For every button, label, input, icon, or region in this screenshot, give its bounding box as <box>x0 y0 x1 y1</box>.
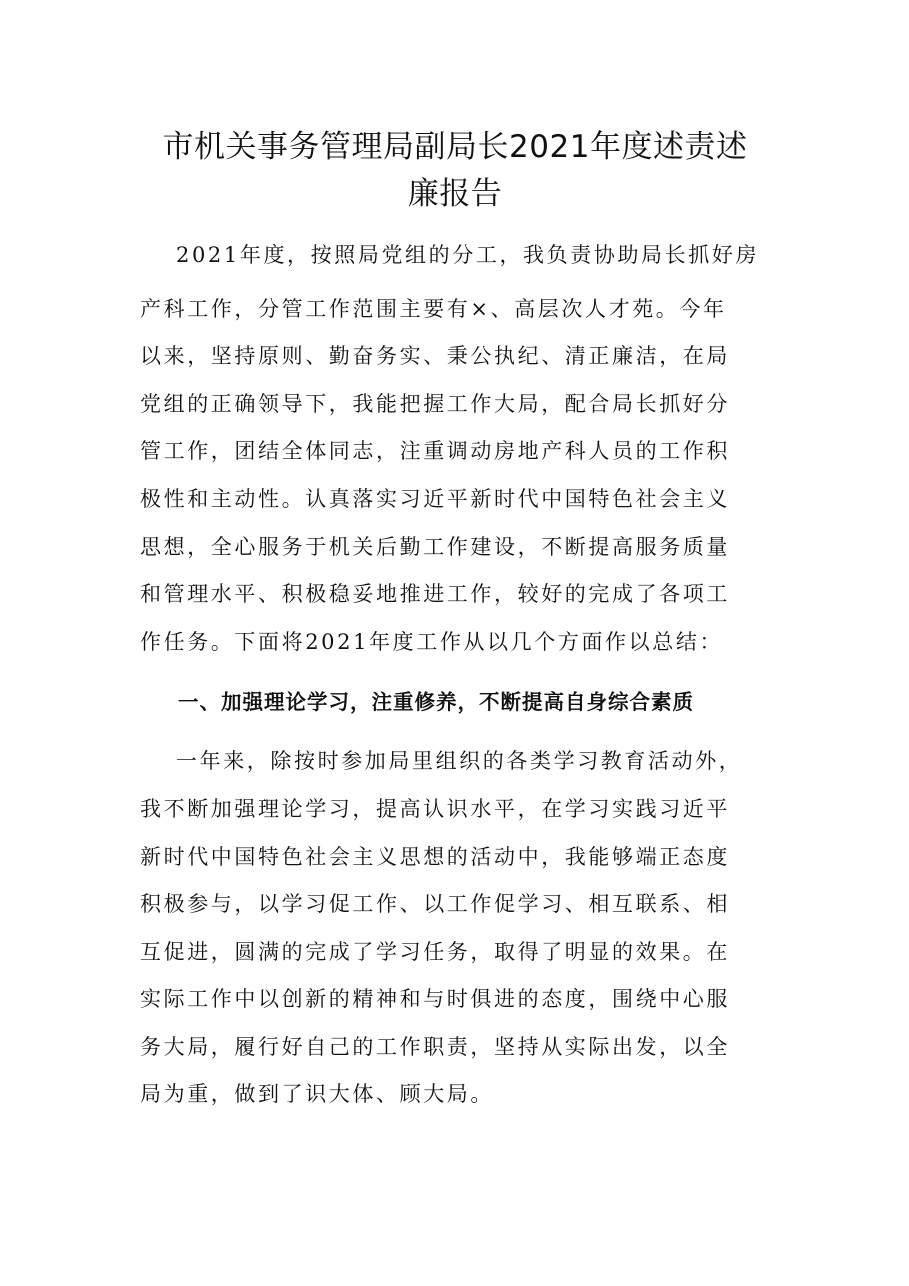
section-heading: 一、加强理论学习，注重修养，不断提高自身综合素质 <box>178 690 694 714</box>
section-body-line: 实际工作中以创新的精神和与时俱进的态度，围绕中心服 <box>140 987 730 1011</box>
section-body-line: 局为重，做到了识大体、顾大局。 <box>140 1082 494 1106</box>
title-line-2: 廉报告 <box>407 176 503 212</box>
document-title <box>130 124 780 218</box>
section-body-line: 新时代中国特色社会主义思想的活动中，我能够端正态度 <box>140 845 730 869</box>
section-body-line: 我不断加强理论学习，提高认识水平，在学习实践习近平 <box>140 797 730 821</box>
intro-line: 2021年度，按照局党组的分工，我负责协助局长抓好房 <box>176 243 760 267</box>
title-line-1: 市机关事务管理局副局长2021年度述责述 <box>162 129 748 165</box>
intro-line: 党组的正确领导下，我能把握工作大局，配合局长抓好分 <box>140 392 730 416</box>
intro-line: 管工作，团结全体同志，注重调动房地产科人员的工作积 <box>140 439 730 463</box>
section-body-line: 互促进，圆满的完成了学习任务，取得了明显的效果。在 <box>140 940 730 964</box>
section-body-line: 一年来，除按时参加局里组织的各类学习教育活动外， <box>176 749 743 773</box>
section-body-line: 积极参与，以学习促工作、以工作促学习、相互联系、相 <box>140 892 730 916</box>
intro-line: 作任务。下面将2021年度工作从以几个方面作以总结： <box>140 630 724 654</box>
intro-line: 和管理水平、积极稳妥地推进工作，较好的完成了各项工 <box>140 582 730 606</box>
intro-line: 以来，坚持原则、勤奋务实、秉公执纪、清正廉洁，在局 <box>140 344 730 368</box>
intro-line: 极性和主动性。认真落实习近平新时代中国特色社会主义 <box>140 487 730 511</box>
section-body-line: 务大局，履行好自己的工作职责，坚持从实际出发，以全 <box>140 1035 730 1059</box>
intro-line: 思想，全心服务于机关后勤工作建设，不断提高服务质量 <box>140 535 730 559</box>
intro-line: 产科工作，分管工作范围主要有×、高层次人才苑。今年 <box>140 297 727 321</box>
